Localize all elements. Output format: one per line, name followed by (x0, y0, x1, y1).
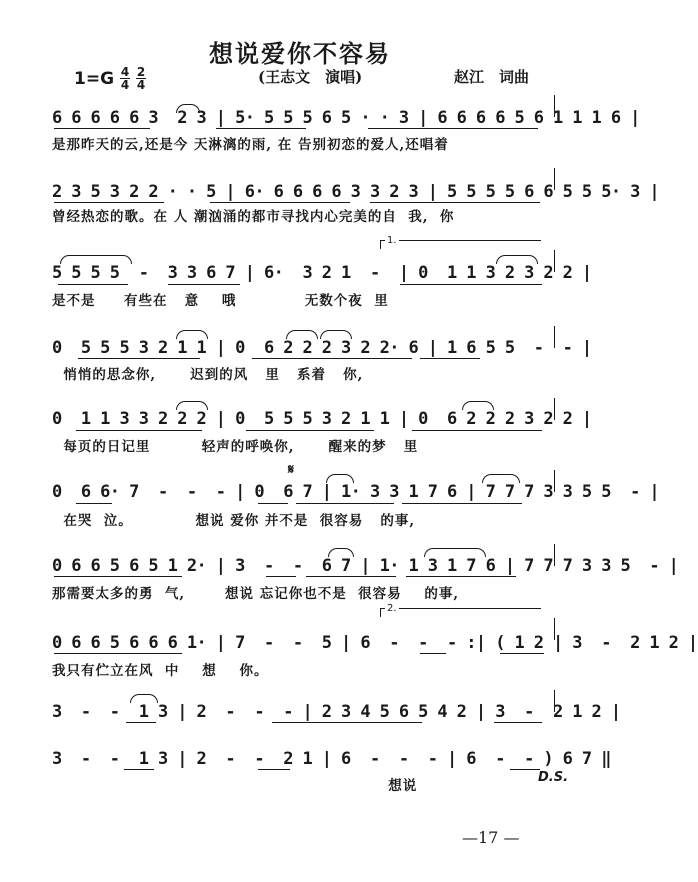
beam-line (78, 358, 200, 359)
volta-bracket-1 (380, 235, 541, 249)
time-signature-4-4 (120, 66, 130, 91)
beam-line (412, 430, 542, 431)
barline (554, 326, 555, 348)
time-sig-top: 2 (136, 65, 146, 79)
beam-line (402, 503, 522, 504)
beam-line (370, 202, 540, 203)
volta-2-label: 2. (387, 603, 397, 614)
beam-line (168, 284, 240, 285)
slur-mark (60, 255, 132, 264)
beam-line (494, 722, 542, 723)
notation-line-6: 0 6 6· 7 - - - | 0 6 7 | 1· 3 3 1 7 6 | 7 7 7 3 3 5 5 - | (52, 482, 659, 502)
beam-line (510, 769, 540, 770)
slur-mark (328, 548, 354, 557)
barline (554, 470, 555, 492)
beam-line (368, 128, 538, 129)
slur-mark (462, 401, 494, 410)
barline (554, 618, 555, 640)
slur-mark (130, 694, 158, 703)
beam-line (210, 202, 350, 203)
beam-line (124, 769, 154, 770)
volta-bracket-2 (380, 603, 541, 617)
lyrics-line-4: 悄悄的思念你, 迟到的风 里 系着 你, (52, 367, 364, 383)
page-number: —17 — (462, 828, 520, 847)
notation-line-9: 3 - - 1 3 | 2 - - - | 2 3 4 5 6 5 4 2 | 3 - 2 1 2 | (52, 702, 621, 722)
notation-line-8: 0 6 6 5 6 6 6 1· | 7 - - 5 | 6 - - - :| ( 1 2 | 3 - 2 1 2 | (52, 633, 698, 653)
beam-line (296, 503, 394, 504)
slur-mark (482, 474, 520, 483)
slur-mark (176, 330, 208, 339)
beam-line (76, 503, 112, 504)
beam-line (126, 722, 156, 723)
barline (554, 544, 555, 566)
notation-line-3: 5 5 5 5 - 3 3 6 7 | 6· 3 2 1 - | 0 1 1 3 2 3 2 2 | (52, 263, 592, 283)
slur-mark (424, 548, 486, 557)
slur-mark (176, 401, 208, 410)
beam-line (58, 284, 128, 285)
beam-line (76, 430, 202, 431)
notation-line-1: 6 6 6 6 6 3 2 3 | 5· 5 5 5 6 5 · · 3 | 6 6 6 6 5 6 1 1 1 6 | (52, 108, 640, 128)
beam-line (54, 128, 150, 129)
beam-line (54, 202, 164, 203)
lyrics-line-7: 那需要太多的勇 气, 想说 忘记你也不是 很容易 的事, (52, 586, 460, 602)
key-label: 1=G (74, 68, 115, 89)
slur-mark (320, 330, 352, 339)
notation-line-2: 2 3 5 3 2 2 · · 5 | 6· 6 6 6 6 3 3 2 3 | 5 5 5 5 6 6 5 5 5· 3 | (52, 182, 659, 202)
notation-line-7: 0 6 6 5 6 5 1 2· | 3 - - 6 7 | 1· 1 3 1 7 6 | 7 7 7 3 3 5 - | (52, 556, 679, 576)
barline (554, 95, 555, 117)
time-sig-top: 4 (120, 65, 130, 79)
time-sig-bottom: 4 (136, 78, 146, 92)
beam-line (400, 284, 542, 285)
lyrics-line-1: 是那昨天的云,还是今 天淋漓的雨, 在 告别初恋的爱人,还唱着 (52, 137, 449, 153)
ds-label: D.S. (538, 770, 569, 785)
key-signature (74, 66, 146, 91)
notation-line-4: 0 5 5 5 3 2 1 1 | 0 6 2 2 2 3 2 2· 6 | 1 6 5 5 - - | (52, 338, 592, 358)
segno-icon: 𝄋 (288, 462, 295, 478)
slur-mark (326, 474, 354, 483)
slur-mark (286, 330, 318, 339)
volta-1-label: 1. (387, 235, 397, 246)
beam-line (246, 430, 374, 431)
beam-line (272, 722, 422, 723)
beam-line (420, 358, 480, 359)
time-sig-bottom: 4 (120, 78, 130, 92)
beam-line (258, 503, 288, 504)
beam-line (306, 576, 396, 577)
beam-line (500, 653, 544, 654)
notation-line-5: 0 1 1 3 3 2 2 2 | 0 5 5 5 3 2 1 1 | 0 6 2 2 2 3 2 2 | (52, 409, 592, 429)
notation-line-10: 3 - - 1 3 | 2 - - 2 1 | 6 - - - | 6 - - ) 6 7 ‖ (52, 749, 611, 769)
beam-line (420, 653, 446, 654)
slur-mark (176, 104, 200, 113)
lyrics-line-3: 是不是 有些在 意 哦 无数个夜 里 (52, 293, 389, 309)
time-signature-2-4 (136, 66, 146, 91)
beam-line (252, 358, 412, 359)
lyrics-line-8: 我只有伫立在风 中 想 你。 (52, 663, 269, 679)
beam-line (216, 128, 306, 129)
barline (554, 690, 555, 712)
beam-line (406, 576, 516, 577)
beam-line (266, 576, 296, 577)
composer-credit: 赵江 词曲 (454, 68, 530, 86)
lyrics-line-5: 每页的日记里 轻声的呼唤你, 醒来的梦 里 (52, 439, 419, 455)
barline (554, 168, 555, 190)
beam-line (54, 653, 182, 654)
song-title: 想说爱你不容易 (209, 39, 391, 68)
lyrics-line-10: 想说 (52, 778, 418, 794)
barline (554, 398, 555, 420)
lyrics-line-2: 曾经热恋的歌。在 人 潮汹涌的都市寻找内心完美的自 我, 你 (52, 209, 455, 225)
lyrics-line-6: 在哭 泣。 想说 爱你 并不是 很容易 的事, (52, 513, 416, 529)
singer-credit: (王志文 演唱) (258, 68, 363, 86)
barline (554, 250, 555, 272)
beam-line (54, 576, 182, 577)
beam-line (258, 769, 290, 770)
slur-mark (496, 255, 538, 264)
